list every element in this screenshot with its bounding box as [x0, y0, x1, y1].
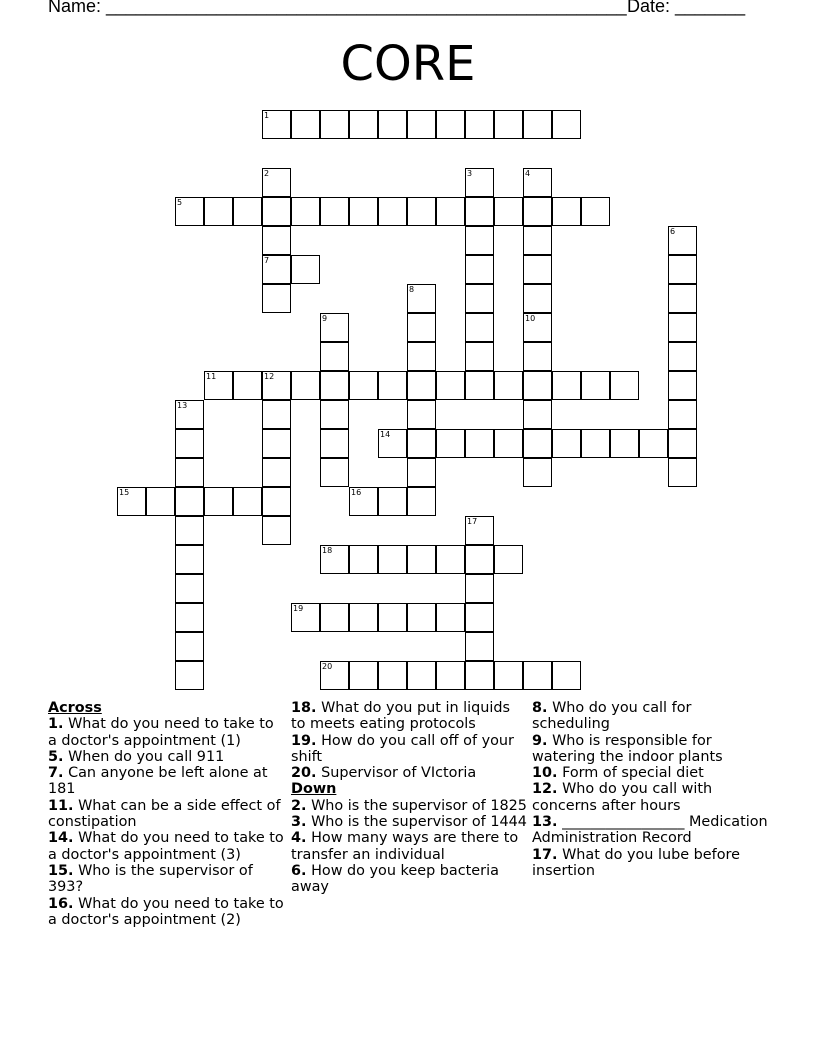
- grid-cell[interactable]: [262, 516, 291, 545]
- grid-cell[interactable]: [581, 429, 610, 458]
- grid-cell[interactable]: [407, 487, 436, 516]
- grid-cell[interactable]: [523, 197, 552, 226]
- clue-across-20: 20. Supervisor of VIctoria: [291, 765, 477, 782]
- clue-number: 9: [322, 314, 328, 323]
- grid-cell[interactable]: [233, 371, 262, 400]
- clue-down-9: 9. Who is responsible for watering the indoor plants: [532, 732, 723, 765]
- grid-cell[interactable]: [523, 371, 552, 400]
- grid-cell[interactable]: [320, 545, 349, 574]
- clues-column-1: [48, 700, 284, 928]
- grid-cell[interactable]: [436, 661, 465, 690]
- grid-cell[interactable]: [262, 371, 291, 400]
- clues-column-3: [532, 700, 768, 879]
- grid-cell[interactable]: [523, 429, 552, 458]
- grid-cell[interactable]: [465, 197, 494, 226]
- grid-cell[interactable]: [465, 226, 494, 255]
- grid-cell[interactable]: [465, 313, 494, 342]
- grid-cell[interactable]: [291, 110, 320, 139]
- name-field-label[interactable]: Name: ____________________________________________________: [48, 0, 627, 16]
- grid-cell[interactable]: [349, 603, 378, 632]
- grid-cell[interactable]: [233, 487, 262, 516]
- grid-cell[interactable]: [291, 197, 320, 226]
- grid-cell[interactable]: [175, 661, 204, 690]
- grid-cell[interactable]: [291, 603, 320, 632]
- across-heading: Across: [48, 700, 102, 716]
- grid-cell[interactable]: [407, 458, 436, 487]
- grid-cell[interactable]: [204, 371, 233, 400]
- clue-down-13: 13. _________________ Medication Administration Record: [532, 814, 768, 847]
- grid-cell[interactable]: [378, 545, 407, 574]
- grid-cell[interactable]: [175, 400, 204, 429]
- grid-cell[interactable]: [349, 197, 378, 226]
- clue-number: 20: [322, 662, 333, 671]
- grid-cell[interactable]: [523, 255, 552, 284]
- clue-across-5: 5. When do you call 911: [48, 748, 225, 765]
- clue-number: 18: [322, 546, 333, 555]
- clue-across-15: 15. Who is the supervisor of 393?: [48, 862, 253, 896]
- grid-cell[interactable]: [465, 371, 494, 400]
- grid-cell[interactable]: [610, 429, 639, 458]
- clue-across-7: 7. Can anyone be left alone at 181: [48, 765, 268, 798]
- grid-cell[interactable]: [320, 342, 349, 371]
- grid-cell[interactable]: [552, 110, 581, 139]
- clue-number: 7: [264, 256, 270, 265]
- clue-number: 4: [525, 169, 531, 178]
- grid-cell[interactable]: [204, 197, 233, 226]
- clue-down-6: 6. How do you keep bacteria away: [291, 862, 499, 896]
- grid-cell[interactable]: [349, 661, 378, 690]
- grid-cell[interactable]: [494, 197, 523, 226]
- grid-cell[interactable]: [407, 110, 436, 139]
- grid-cell[interactable]: [436, 110, 465, 139]
- clue-across-14: 14. What do you need to take to a doctor's appointment (3): [48, 830, 284, 863]
- grid-cell[interactable]: [436, 371, 465, 400]
- grid-cell[interactable]: [436, 429, 465, 458]
- grid-cell[interactable]: [407, 342, 436, 371]
- grid-cell[interactable]: [407, 603, 436, 632]
- grid-cell[interactable]: [465, 255, 494, 284]
- grid-cell[interactable]: [320, 371, 349, 400]
- grid-cell[interactable]: [465, 284, 494, 313]
- grid-cell[interactable]: [494, 110, 523, 139]
- grid-cell[interactable]: [175, 632, 204, 661]
- grid-cell[interactable]: [378, 603, 407, 632]
- grid-cell[interactable]: [668, 400, 697, 429]
- grid-cell[interactable]: [668, 429, 697, 458]
- clue-down-10: 10. Form of special diet: [532, 765, 704, 782]
- clue-number: 13: [177, 401, 188, 410]
- grid-cell[interactable]: [175, 516, 204, 545]
- grid-cell[interactable]: [291, 371, 320, 400]
- grid-cell[interactable]: [465, 429, 494, 458]
- grid-cell[interactable]: [668, 284, 697, 313]
- grid-cell[interactable]: [465, 168, 494, 197]
- grid-cell[interactable]: [175, 545, 204, 574]
- grid-cell[interactable]: [465, 632, 494, 661]
- grid-cell[interactable]: [494, 661, 523, 690]
- grid-cell[interactable]: [523, 458, 552, 487]
- puzzle-title: CORE: [340, 36, 476, 92]
- grid-cell[interactable]: [262, 284, 291, 313]
- clue-number: 5: [177, 198, 183, 207]
- clue-across-11: 11. What can be a side effect of constipation: [48, 797, 281, 831]
- grid-cell[interactable]: [436, 603, 465, 632]
- grid-cell[interactable]: [320, 110, 349, 139]
- grid-cell[interactable]: [378, 487, 407, 516]
- grid-cell[interactable]: [320, 400, 349, 429]
- grid-cell[interactable]: [668, 371, 697, 400]
- clue-down-4: 4. How many ways are there to transfer an individual: [291, 830, 519, 863]
- clue-number: 16: [351, 488, 362, 497]
- clue-down-17: 17. What do you lube before insertion: [532, 846, 740, 879]
- grid-cell[interactable]: [175, 458, 204, 487]
- clue-across-18: 18. What do you put in liquids to meets eating protocols: [291, 700, 511, 733]
- grid-cell[interactable]: [262, 168, 291, 197]
- clue-number: 12: [264, 372, 275, 381]
- grid-cell[interactable]: [407, 197, 436, 226]
- grid-cell[interactable]: [552, 661, 581, 690]
- grid-cell[interactable]: [465, 342, 494, 371]
- grid-cell[interactable]: [552, 197, 581, 226]
- grid-cell[interactable]: [378, 429, 407, 458]
- grid-cell[interactable]: [320, 313, 349, 342]
- grid-cell[interactable]: [320, 429, 349, 458]
- clue-number: 10: [525, 314, 536, 323]
- grid-cell[interactable]: [523, 313, 552, 342]
- clue-across-1: 1. What do you need to take to a doctor's appointment (1): [48, 716, 274, 749]
- clue-across-19: 19. How do you call off of your shift: [291, 732, 514, 765]
- grid-cell[interactable]: [349, 110, 378, 139]
- grid-cell[interactable]: [465, 110, 494, 139]
- clue-number: 19: [293, 604, 304, 613]
- grid-cell[interactable]: [262, 226, 291, 255]
- grid-cell[interactable]: [581, 197, 610, 226]
- grid-cell[interactable]: [175, 603, 204, 632]
- clue-down-8: 8. Who do you call for scheduling: [532, 700, 692, 733]
- clue-down-12: 12. Who do you call with concerns after hours: [532, 781, 713, 814]
- grid-cell[interactable]: [668, 255, 697, 284]
- grid-cell[interactable]: [175, 487, 204, 516]
- grid-cell[interactable]: [407, 371, 436, 400]
- grid-cell[interactable]: [262, 400, 291, 429]
- grid-cell[interactable]: [668, 458, 697, 487]
- clue-number: 3: [467, 169, 473, 178]
- grid-cell[interactable]: [378, 110, 407, 139]
- grid-cell[interactable]: [262, 110, 291, 139]
- clue-down-3: 3. Who is the supervisor of 1444: [291, 814, 527, 831]
- clue-number: 6: [670, 227, 676, 236]
- grid-cell[interactable]: [204, 487, 233, 516]
- grid-cell[interactable]: [523, 400, 552, 429]
- down-heading: Down: [291, 781, 337, 798]
- grid-cell[interactable]: [262, 429, 291, 458]
- date-field-label[interactable]: Date: _______: [627, 0, 746, 16]
- grid-cell[interactable]: [523, 661, 552, 690]
- grid-cell[interactable]: [523, 226, 552, 255]
- grid-cell[interactable]: [175, 197, 204, 226]
- clues-column-2: [291, 700, 527, 896]
- grid-cell[interactable]: [552, 371, 581, 400]
- grid-cell[interactable]: [523, 284, 552, 313]
- grid-cell[interactable]: [494, 371, 523, 400]
- clue-number: 8: [409, 285, 415, 294]
- grid-cell[interactable]: [494, 545, 523, 574]
- grid-cell[interactable]: [349, 545, 378, 574]
- grid-cell[interactable]: [523, 110, 552, 139]
- clue-across-16: 16. What do you need to take to a doctor's appointment (2): [48, 895, 284, 928]
- clue-down-2: 2. Who is the supervisor of 1825: [291, 797, 527, 814]
- grid-cell[interactable]: [668, 342, 697, 371]
- grid-cell[interactable]: [552, 429, 581, 458]
- grid-cell[interactable]: [465, 516, 494, 545]
- grid-cell[interactable]: [407, 313, 436, 342]
- grid-cell[interactable]: [262, 255, 291, 284]
- grid-cell[interactable]: [146, 487, 175, 516]
- grid-cell[interactable]: [378, 371, 407, 400]
- grid-cell[interactable]: [233, 197, 262, 226]
- grid-cell[interactable]: [465, 603, 494, 632]
- clue-number: 15: [119, 488, 130, 497]
- grid-cell[interactable]: [117, 487, 146, 516]
- grid-cell[interactable]: [407, 661, 436, 690]
- grid-cell[interactable]: [639, 429, 668, 458]
- grid-cell[interactable]: [668, 313, 697, 342]
- grid-cell[interactable]: [407, 400, 436, 429]
- grid-cell[interactable]: [523, 342, 552, 371]
- clue-number: 17: [467, 517, 478, 526]
- grid-cell[interactable]: [465, 661, 494, 690]
- grid-cell[interactable]: [320, 458, 349, 487]
- clue-number: 14: [380, 430, 391, 439]
- grid-cell[interactable]: [262, 487, 291, 516]
- grid-cell[interactable]: [523, 168, 552, 197]
- grid-cell[interactable]: [436, 197, 465, 226]
- grid-cell[interactable]: [407, 545, 436, 574]
- grid-cell[interactable]: [320, 603, 349, 632]
- grid-cell[interactable]: [262, 197, 291, 226]
- grid-cell[interactable]: [320, 197, 349, 226]
- grid-cell[interactable]: [668, 226, 697, 255]
- clue-number: 1: [264, 111, 270, 120]
- grid-cell[interactable]: [349, 487, 378, 516]
- grid-cell[interactable]: [378, 661, 407, 690]
- grid-cell[interactable]: [494, 429, 523, 458]
- grid-cell[interactable]: [465, 574, 494, 603]
- grid-cell[interactable]: [465, 545, 494, 574]
- grid-cell[interactable]: [175, 429, 204, 458]
- clue-number: 11: [206, 372, 217, 381]
- grid-cell[interactable]: [291, 255, 320, 284]
- grid-cell[interactable]: [378, 197, 407, 226]
- grid-cell[interactable]: [407, 284, 436, 313]
- grid-cell[interactable]: [436, 545, 465, 574]
- grid-cell[interactable]: [262, 458, 291, 487]
- clue-number: 2: [264, 169, 270, 178]
- grid-cell[interactable]: [320, 661, 349, 690]
- grid-cell[interactable]: [175, 574, 204, 603]
- grid-cell[interactable]: [610, 371, 639, 400]
- grid-cell[interactable]: [581, 371, 610, 400]
- grid-cell[interactable]: [349, 371, 378, 400]
- grid-cell[interactable]: [407, 429, 436, 458]
